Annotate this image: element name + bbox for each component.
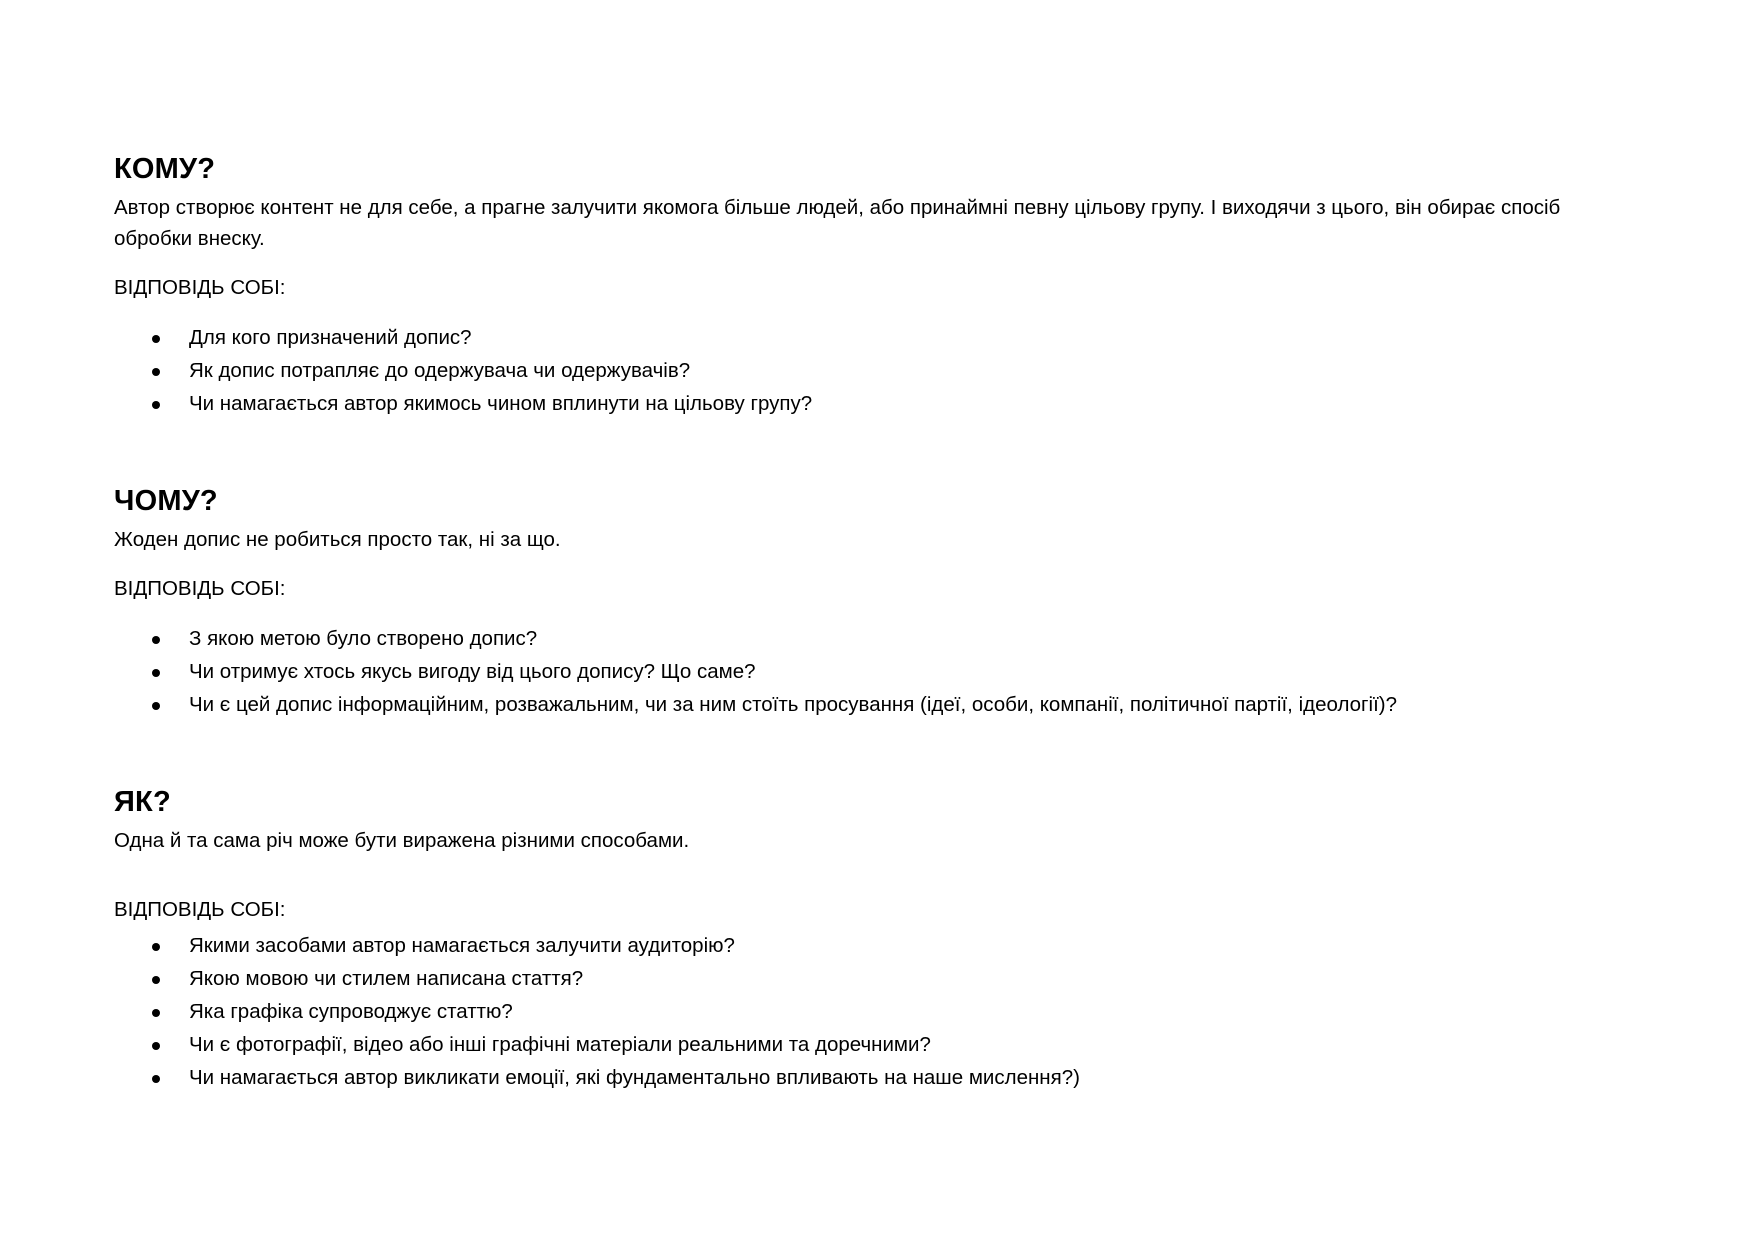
question-text: Чи є цей допис інформаційним, розважальним, чи за ним стоїть просування (ідеї, особи, компанії, політичної партії, ідеології)? bbox=[189, 693, 1397, 716]
section-intro: Одна й та сама річ може бути виражена різними способами. bbox=[114, 829, 690, 852]
bullet-icon bbox=[152, 401, 160, 409]
list-item bbox=[114, 622, 1654, 655]
document-content bbox=[114, 150, 1654, 1094]
question-text: Чи намагається автор викликати емоції, які фундаментально впливають на наше мислення?) bbox=[189, 1066, 1080, 1089]
answer-label: ВІДПОВІДЬ СОБІ: bbox=[114, 577, 286, 600]
bullet-icon bbox=[152, 976, 160, 984]
question-text: Чи намагається автор якимось чином вплинути на цільову групу? bbox=[189, 392, 813, 415]
bullet-icon bbox=[152, 335, 160, 343]
section-intro: Жоден допис не робиться просто так, ні за що. bbox=[114, 528, 561, 551]
list-item bbox=[114, 962, 1654, 995]
question-text: Як допис потрапляє до одержувача чи одержувачів? bbox=[189, 359, 691, 382]
bullet-icon bbox=[152, 702, 160, 710]
question-text: Якими засобами автор намагається залучити аудиторію? bbox=[189, 934, 735, 957]
list-item bbox=[114, 387, 1654, 420]
bullet-icon bbox=[152, 669, 160, 677]
bullet-icon bbox=[152, 1075, 160, 1083]
question-text: Чи отримує хтось якусь вигоду від цього допису? Що саме? bbox=[189, 660, 756, 683]
section-why bbox=[114, 482, 1654, 721]
section-how bbox=[114, 783, 1654, 1094]
section-intro: Автор створює контент не для себе, а прагне залучити якомога більше людей, або принаймні певну цільову групу. І виходячи з цього, він обирає спосіб обробки внеску. bbox=[114, 196, 1561, 250]
answer-label: ВІДПОВІДЬ СОБІ: bbox=[114, 276, 286, 299]
bullet-icon bbox=[152, 636, 160, 644]
question-list bbox=[114, 321, 1654, 420]
section-heading: ЯК? bbox=[114, 786, 171, 818]
question-text: Якою мовою чи стилем написана стаття? bbox=[189, 967, 584, 990]
question-text: Чи є фотографії, відео або інші графічні матеріали реальними та доречними? bbox=[189, 1033, 931, 1056]
section-heading: КОМУ? bbox=[114, 153, 216, 185]
list-item bbox=[114, 929, 1654, 962]
list-item bbox=[114, 1028, 1654, 1061]
list-item bbox=[114, 688, 1654, 721]
question-text: Яка графіка супроводжує статтю? bbox=[189, 1000, 513, 1023]
bullet-icon bbox=[152, 368, 160, 376]
question-list bbox=[114, 622, 1654, 721]
bullet-icon bbox=[152, 1042, 160, 1050]
list-item bbox=[114, 1061, 1654, 1094]
answer-label: ВІДПОВІДЬ СОБІ: bbox=[114, 898, 286, 921]
section-heading: ЧОМУ? bbox=[114, 485, 218, 517]
section-whom bbox=[114, 150, 1654, 420]
list-item bbox=[114, 655, 1654, 688]
question-list bbox=[114, 929, 1654, 1094]
list-item bbox=[114, 321, 1654, 354]
list-item bbox=[114, 354, 1654, 387]
question-text: З якою метою було створено допис? bbox=[189, 627, 538, 650]
bullet-icon bbox=[152, 1009, 160, 1017]
question-text: Для кого призначений допис? bbox=[189, 326, 472, 349]
list-item bbox=[114, 995, 1654, 1028]
bullet-icon bbox=[152, 943, 160, 951]
